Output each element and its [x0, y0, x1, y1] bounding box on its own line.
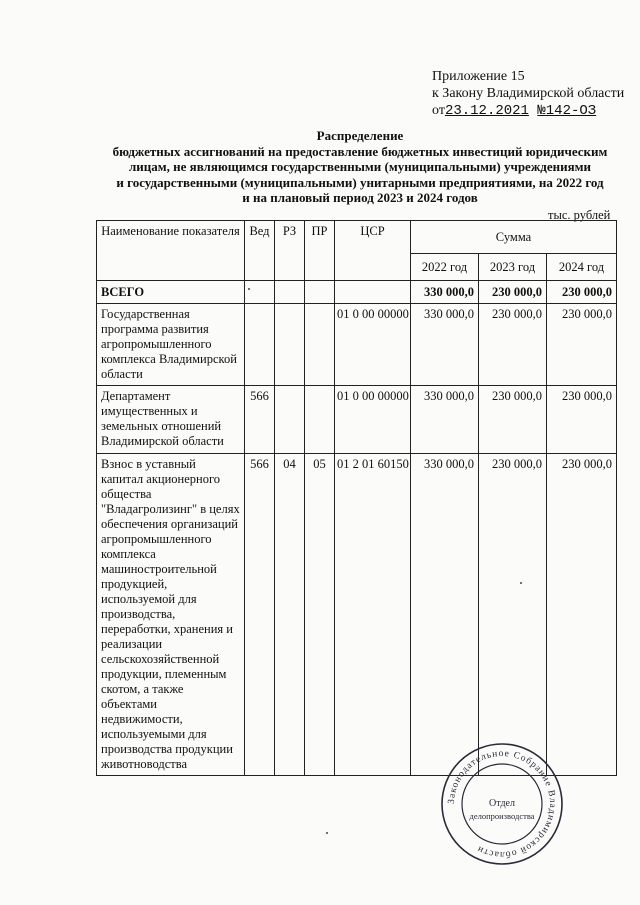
row-2022: 330 000,0 [411, 281, 479, 304]
title-line2: бюджетных ассигнований на предоставление бюджетных инвестиций юридическим [112, 143, 608, 159]
budget-table [96, 220, 617, 776]
header-rz: РЗ [275, 221, 305, 281]
row-rz [275, 281, 305, 304]
stamp-center-line2: делопроизводства [469, 811, 535, 821]
appendix-block [432, 68, 624, 120]
row-2022: 330 000,0 [411, 386, 479, 454]
title-line4: и государственными (муниципальными) унитарными предприятиями, на 2022 год [116, 174, 604, 190]
header-row [97, 221, 617, 254]
header-2022: 2022 год [411, 254, 479, 281]
table-row [97, 386, 617, 454]
row-ved: 566 [245, 454, 275, 776]
header-csr: ЦСР [335, 221, 411, 281]
row-csr: 01 0 00 00000 [335, 386, 411, 454]
header-ved: Вед [245, 221, 275, 281]
stamp-seal-icon [440, 742, 564, 866]
table-row-total [97, 281, 617, 304]
header-sum: Сумма [411, 221, 617, 254]
header-2023: 2023 год [479, 254, 547, 281]
row-name: Департамент имущественных и земельных отношений Владимирской области [97, 386, 245, 454]
title-line3: лицам, не являющимся государственными (муниципальными) учреждениями [129, 159, 591, 174]
row-ved: 566 [245, 386, 275, 454]
row-pr [305, 281, 335, 304]
row-rz [275, 304, 305, 386]
row-csr: 01 2 01 60150 [335, 454, 411, 776]
appendix-date-line [432, 102, 624, 120]
scan-speck [520, 582, 522, 584]
appendix-line2: к Закону Владимирской области [432, 86, 625, 101]
row-2024: 230 000,0 [547, 386, 617, 454]
scan-speck [326, 832, 328, 834]
row-2023: 230 000,0 [479, 454, 547, 776]
row-2023: 230 000,0 [479, 386, 547, 454]
row-name: ВСЕГО [97, 281, 245, 304]
appendix-line1: Приложение 15 [432, 69, 525, 84]
row-2023: 230 000,0 [479, 304, 547, 386]
stamp-ring-text: Законодательное Собрание Владимирской области [446, 748, 558, 860]
row-2022: 330 000,0 [411, 304, 479, 386]
header-pr: ПР [305, 221, 335, 281]
row-pr [305, 304, 335, 386]
number-value: 142-ОЗ [545, 103, 597, 119]
row-ved [245, 281, 275, 304]
stamp-center-line1: Отдел [489, 798, 515, 809]
official-stamp [440, 742, 564, 866]
table-row [97, 454, 617, 776]
header-name: Наименование показателя [97, 221, 245, 281]
row-csr [335, 281, 411, 304]
scan-speck [248, 288, 250, 290]
date-label: от [432, 103, 445, 118]
row-2024: 230 000,0 [547, 281, 617, 304]
title-line1: Распределение [316, 128, 404, 143]
row-name: Взнос в уставный капитал акционерного общества "Владагролизинг" в целях обеспечения организаций агропромышленного комплекса машиностроительной продукцией, используемой для производства, переработки, хранения и реализации сельскохозяйственной продукции, племенным скотом, а также объектами недвижимости, используемыми для производства продукции животноводства [97, 454, 245, 776]
table-row [97, 304, 617, 386]
row-rz [275, 386, 305, 454]
units-label: тыс. рублей [548, 208, 611, 222]
row-2024: 230 000,0 [547, 304, 617, 386]
row-2023: 230 000,0 [479, 281, 547, 304]
row-pr: 05 [305, 454, 335, 776]
row-ved [245, 304, 275, 386]
title-line5: и на плановый период 2023 и 2024 годов [242, 190, 478, 205]
header-2024: 2024 год [547, 254, 617, 281]
row-name: Государственная программа развития агропромышленного комплекса Владимирской области [97, 304, 245, 386]
row-2022: 330 000,0 [411, 454, 479, 776]
number-sign: № [537, 103, 546, 119]
row-pr [305, 386, 335, 454]
row-csr: 01 0 00 00000 [335, 304, 411, 386]
row-rz: 04 [275, 454, 305, 776]
date-value: 23.12.2021 [444, 103, 529, 119]
document-title [100, 128, 620, 206]
row-2024: 230 000,0 [547, 454, 617, 776]
